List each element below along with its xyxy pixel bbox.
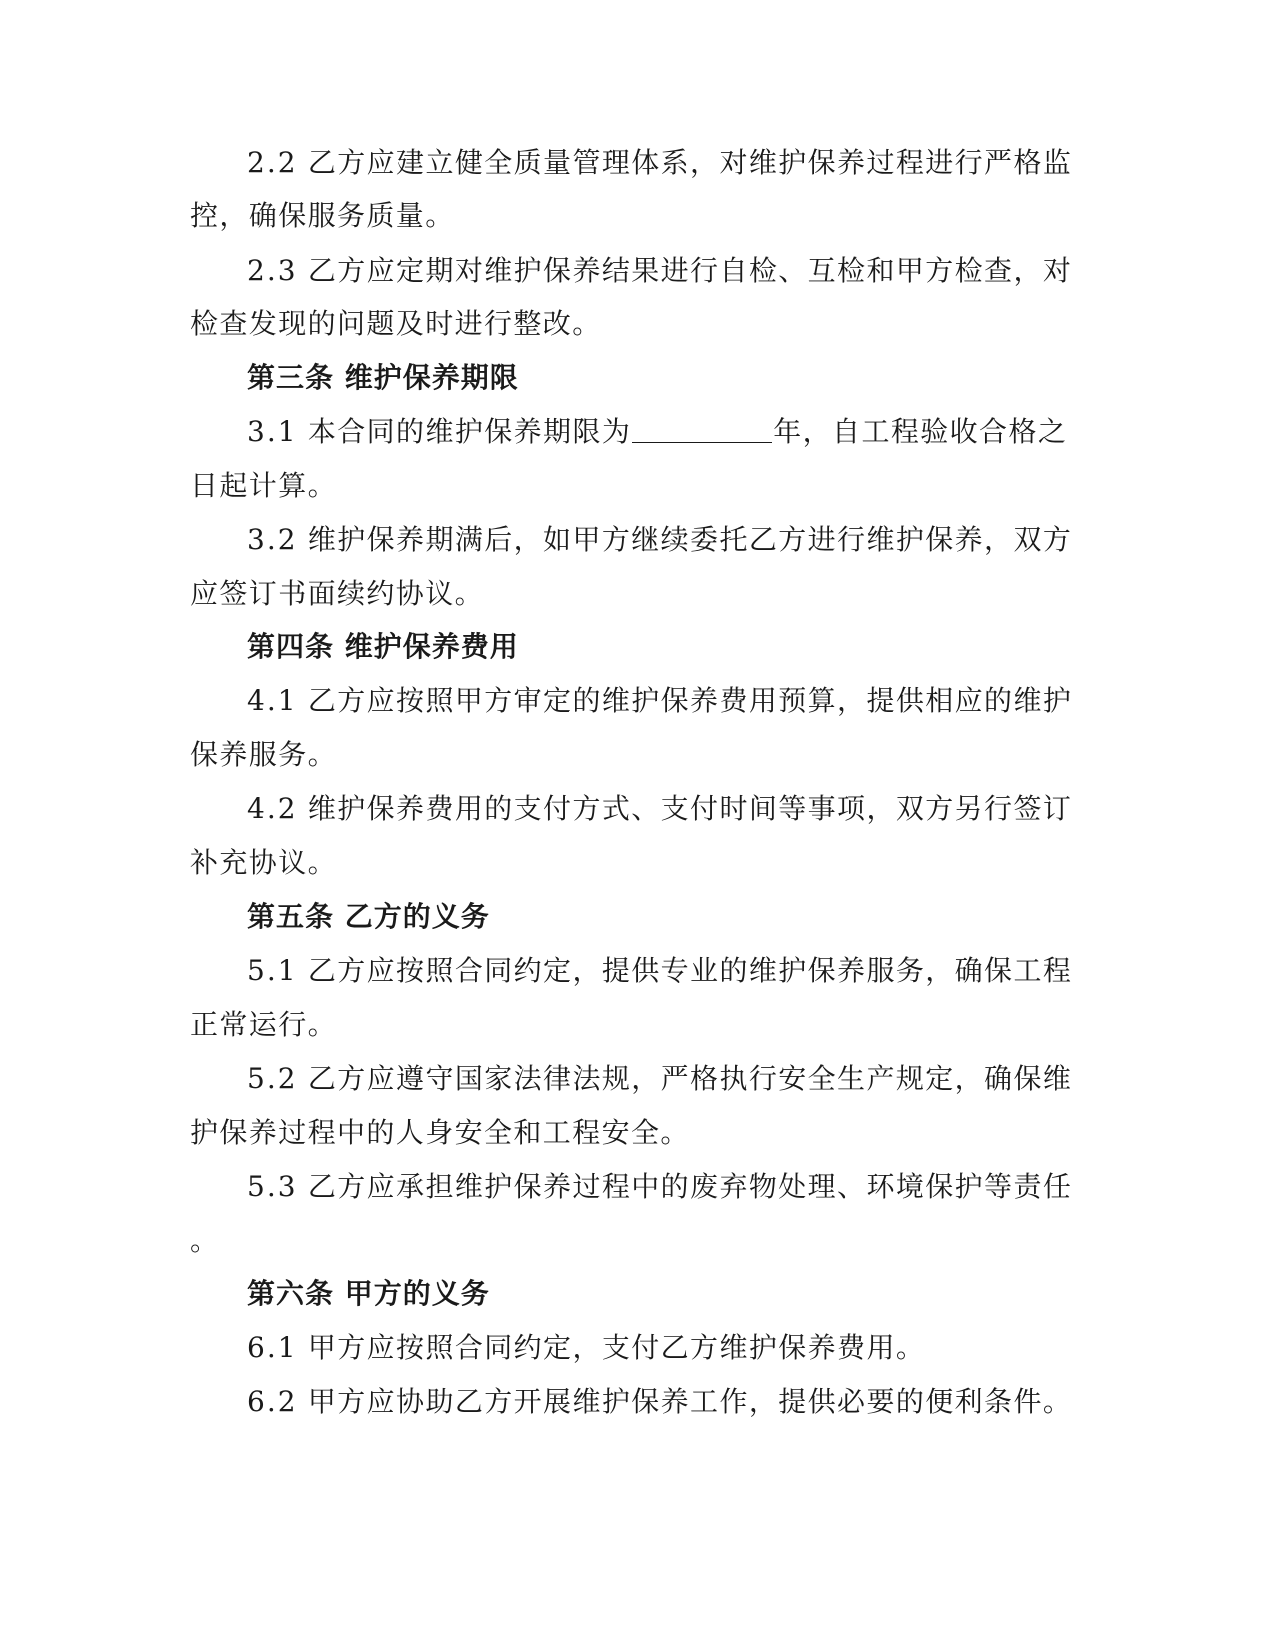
clause-text: 乙方应遵守国家法律法规，严格执行安全生产规定，确保维	[307, 1062, 1073, 1095]
article-5-heading: 第五条 乙方的义务	[247, 900, 490, 933]
clause-3-1-line-1	[247, 412, 1070, 452]
clause-5-3-line-2: 。	[190, 1224, 220, 1257]
clause-2-2-line-2: 控，确保服务质量。	[190, 199, 455, 232]
clause-5-3-line-1	[247, 1167, 1073, 1207]
clause-3-2-line-1	[247, 520, 1073, 560]
clause-text: 维护保养费用的支付方式、支付时间等事项，双方另行签订	[307, 792, 1073, 825]
fill-in-blank	[632, 412, 772, 443]
article-3-heading: 第三条 维护保养期限	[247, 361, 519, 394]
clause-text: 乙方应按照合同约定，提供专业的维护保养服务，确保工程	[307, 954, 1073, 987]
clause-number: 2.3	[247, 254, 298, 287]
clause-number: 6.2	[247, 1385, 298, 1418]
clause-2-2-line-1	[247, 143, 1073, 183]
clause-number: 2.2	[247, 146, 298, 179]
clause-text: 年，自工程验收合格之	[773, 415, 1068, 448]
clause-5-2-line-1	[247, 1059, 1073, 1099]
clause-number: 4.1	[247, 684, 298, 717]
clause-6-1-line-1	[247, 1328, 1070, 1368]
clause-text: 本合同的维护保养期限为	[307, 415, 632, 448]
clause-number: 6.1	[247, 1331, 298, 1364]
clause-2-3-line-2: 检查发现的问题及时进行整改。	[190, 307, 602, 340]
clause-3-1-line-2: 日起计算。	[190, 469, 338, 502]
clause-number: 3.1	[247, 415, 298, 448]
clause-5-2-line-2: 护保养过程中的人身安全和工程安全。	[190, 1116, 690, 1149]
clause-text: 维护保养期满后，如甲方继续委托乙方进行维护保养，双方	[307, 523, 1073, 556]
clause-text: 乙方应承担维护保养过程中的废弃物处理、环境保护等责任	[307, 1170, 1073, 1203]
clause-2-3-line-1	[247, 251, 1073, 291]
clause-4-1-line-2: 保养服务。	[190, 738, 338, 771]
clause-4-2-line-2: 补充协议。	[190, 846, 338, 879]
article-4-heading: 第四条 维护保养费用	[247, 630, 519, 663]
clause-number: 5.3	[247, 1170, 298, 1203]
clause-text: 乙方应建立健全质量管理体系，对维护保养过程进行严格监	[307, 146, 1073, 179]
clause-5-1-line-1	[247, 951, 1073, 991]
article-6-heading: 第六条 甲方的义务	[247, 1277, 490, 1310]
clause-text: 甲方应按照合同约定，支付乙方维护保养费用。	[307, 1331, 926, 1364]
clause-text: 乙方应定期对维护保养结果进行自检、互检和甲方检查，对	[307, 254, 1073, 287]
clause-6-2-line-1	[247, 1382, 1073, 1422]
clause-3-2-line-2: 应签订书面续约协议。	[190, 577, 485, 610]
clause-number: 4.2	[247, 792, 298, 825]
clause-4-2-line-1	[247, 789, 1073, 829]
clause-number: 5.2	[247, 1062, 298, 1095]
clause-number: 3.2	[247, 523, 298, 556]
clause-5-1-line-2: 正常运行。	[190, 1008, 338, 1041]
clause-text: 乙方应按照甲方审定的维护保养费用预算，提供相应的维护	[307, 684, 1073, 717]
clause-4-1-line-1	[247, 681, 1073, 721]
clause-text: 甲方应协助乙方开展维护保养工作，提供必要的便利条件。	[307, 1385, 1073, 1418]
clause-number: 5.1	[247, 954, 298, 987]
